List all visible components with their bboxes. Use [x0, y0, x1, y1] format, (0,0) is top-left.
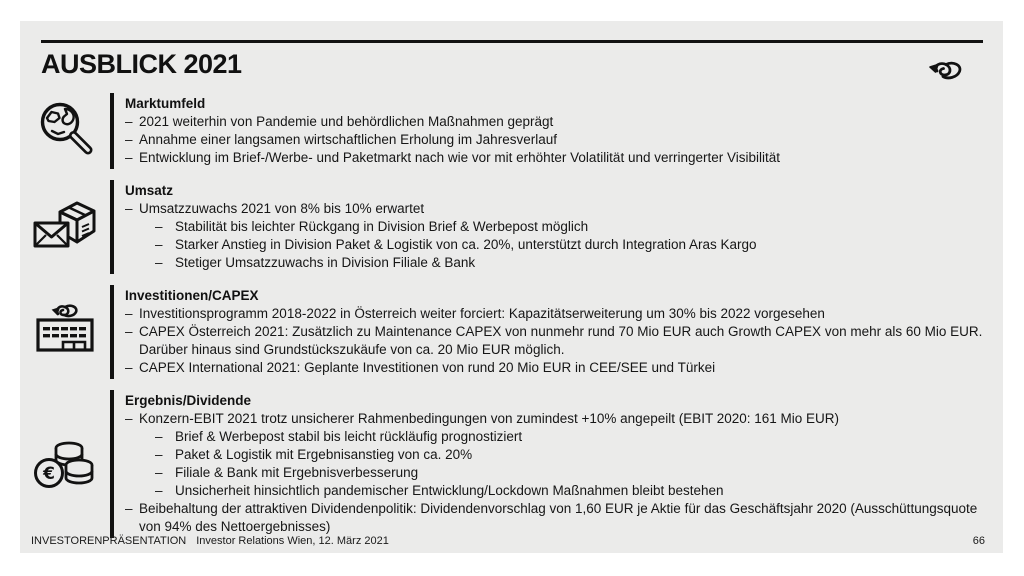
bullet-text: Stetiger Umsatzzuwachs in Division Filiale & Bank — [175, 255, 476, 270]
bullet-text: Annahme einer langsamen wirtschaftlichen Erholung im Jahresverlauf — [139, 132, 557, 147]
bullet-dash: – — [125, 201, 133, 216]
bullet-item — [125, 149, 995, 167]
footer-left — [31, 535, 389, 547]
bullet-dash: – — [155, 447, 163, 462]
bullet-list-umsatz — [125, 200, 995, 272]
section-heading-marktumfeld: Marktumfeld — [125, 96, 206, 111]
bullet-text: Entwicklung im Brief-/Werbe- und Paketmarkt nach wie vor mit erhöhter Volatilität und verringerter Visibilität — [139, 150, 781, 165]
bullet-dash: – — [125, 114, 133, 129]
posthorn-icon — [917, 61, 963, 93]
svg-text:€: € — [43, 464, 55, 484]
section-heading-investitionen-capex: Investitionen/CAPEX — [125, 288, 259, 303]
title-rule — [41, 40, 983, 43]
bullet-dash: – — [155, 483, 163, 498]
bullet-item — [125, 410, 995, 428]
post-building-icon — [20, 302, 110, 362]
bullet-text: CAPEX International 2021: Geplante Investitionen von rund 20 Mio EUR in CEE/SEE und Türkei — [139, 360, 716, 375]
bullet-text: Konzern-EBIT 2021 trotz unsicherer Rahmenbedingungen von zumindest +10% angepeilt (EBIT 2020: 161 Mio EUR) — [139, 411, 840, 426]
bullet-item — [125, 236, 995, 254]
bullet-item — [125, 464, 995, 482]
bullet-item — [125, 500, 995, 536]
bullet-text: Filiale & Bank mit Ergebnisverbesserung — [175, 465, 419, 480]
footer — [31, 535, 985, 547]
bullet-text: Beibehaltung der attraktiven Dividendenpolitik: Dividendenvorschlag von 1,60 EUR je Aktie für das Geschäftsjahr 2020 (Ausschüttungsquote von 94% des Nettoergebnisses) — [139, 501, 978, 534]
bullet-item — [125, 359, 995, 377]
bullet-item — [125, 428, 995, 446]
bullet-item — [125, 305, 995, 323]
bullet-item — [125, 200, 995, 218]
section-heading-ergebnis-dividende: Ergebnis/Dividende — [125, 393, 252, 408]
euro-coins-icon — [20, 433, 110, 495]
bullet-item — [125, 254, 995, 272]
section-content-ergebnis-dividende — [110, 390, 995, 538]
bullet-dash: – — [125, 324, 133, 339]
footer-presentation-label: INVESTORENPRÄSENTATION — [31, 535, 187, 547]
bullet-text: 2021 weiterhin von Pandemie und behördlichen Maßnahmen geprägt — [139, 114, 554, 129]
bullet-text: Starker Anstieg in Division Paket & Logistik von ca. 20%, unterstützt durch Integration Aras Kargo — [175, 237, 757, 252]
bullet-dash: – — [125, 132, 133, 147]
section-content-umsatz — [110, 180, 995, 274]
bullet-item — [125, 218, 995, 236]
footer-date-label: Investor Relations Wien, 12. März 2021 — [196, 535, 389, 547]
bullet-list-marktumfeld — [125, 113, 995, 167]
bullet-dash: – — [125, 411, 133, 426]
bullet-item — [125, 131, 995, 149]
page-title: AUSBLICK 2021 — [41, 49, 242, 79]
title-row — [41, 49, 983, 93]
bullet-dash: – — [125, 150, 133, 165]
bullet-dash: – — [125, 306, 133, 321]
mail-parcel-icon — [20, 196, 110, 258]
bullet-text: Stabilität bis leichter Rückgang in Division Brief & Werbepost möglich — [175, 219, 589, 234]
bullet-dash: – — [125, 360, 133, 375]
bullet-dash: – — [155, 465, 163, 480]
bullet-dash: – — [155, 219, 163, 234]
bullet-item — [125, 482, 995, 500]
section-investitionen-capex — [20, 285, 995, 379]
section-umsatz — [20, 180, 995, 274]
bullet-text: Paket & Logistik mit Ergebnisanstieg von ca. 20% — [175, 447, 473, 462]
page-number: 66 — [972, 535, 985, 547]
bullet-dash: – — [155, 255, 163, 270]
bullet-dash: – — [155, 429, 163, 444]
bullet-item — [125, 446, 995, 464]
bullet-dash: – — [125, 501, 133, 516]
section-heading-umsatz: Umsatz — [125, 183, 174, 198]
slide — [20, 21, 1003, 553]
bullet-text: Investitionsprogramm 2018-2022 in Österreich weiter forciert: Kapazitätserweiterung um 30% bis 2022 vorgesehen — [139, 306, 825, 321]
section-marktumfeld — [20, 93, 995, 169]
bullet-text: Brief & Werbepost stabil bis leicht rückläufig prognostiziert — [175, 429, 523, 444]
bullet-text: Umsatzzuwachs 2021 von 8% bis 10% erwartet — [139, 201, 425, 216]
globe-search-icon — [20, 98, 110, 164]
section-ergebnis-dividende — [20, 390, 995, 538]
bullet-list-investitionen-capex — [125, 305, 995, 377]
bullet-list-ergebnis-dividende — [125, 410, 995, 536]
sections-container — [20, 93, 995, 538]
bullet-item — [125, 113, 995, 131]
bullet-dash: – — [155, 237, 163, 252]
bullet-item — [125, 323, 995, 359]
section-content-marktumfeld — [110, 93, 995, 169]
bullet-text: CAPEX Österreich 2021: Zusätzlich zu Maintenance CAPEX von nunmehr rund 70 Mio EUR auch Growth CAPEX von mehr als 60 Mio EUR. Darüber hinaus sind Grundstückszukäufe von ca. 20 Mio EUR möglich. — [139, 324, 983, 357]
bullet-text: Unsicherheit hinsichtlich pandemischer Entwicklung/Lockdown Maßnahmen bleibt bestehen — [175, 483, 724, 498]
section-content-investitionen-capex — [110, 285, 995, 379]
